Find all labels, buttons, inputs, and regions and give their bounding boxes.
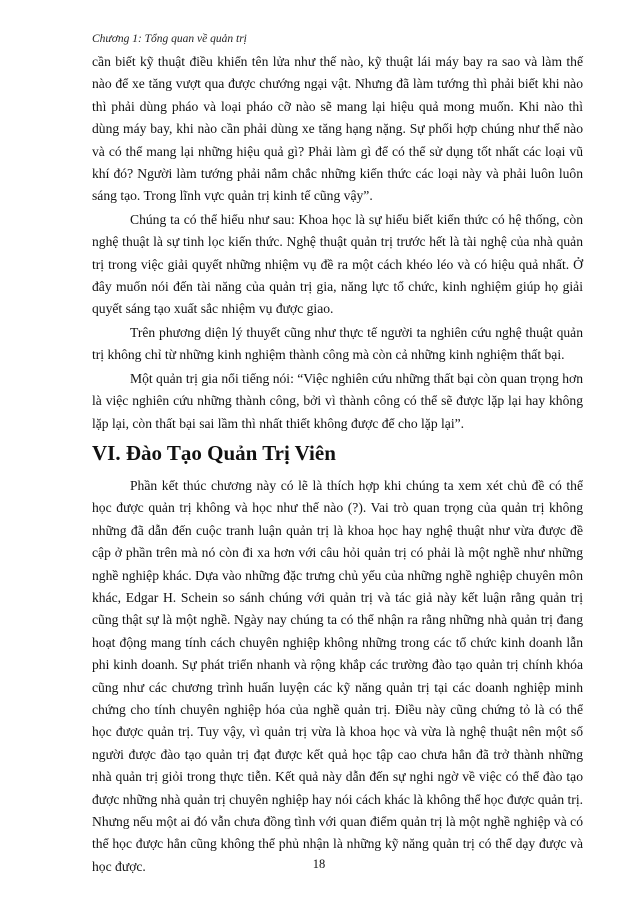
running-header: Chương 1: Tổng quan về quản trị bbox=[92, 33, 247, 45]
paragraph: Trên phương diện lý thuyết cũng như thực tế người ta nghiên cứu nghệ thuật quản trị không chỉ từ những kinh nghiệm thành công mà còn cả những kinh nghiệm thất bại. bbox=[92, 324, 583, 363]
page-number: 18 bbox=[312, 857, 326, 871]
section-paragraph: Phần kết thúc chương này có lẽ là thích hợp khi chúng ta xem xét chủ đề có thể học được quản trị không và học như thế nào (?). Vai trò quan trọng của quản trị không những đã dẫn đến cuộc tranh luận quản trị là khoa học hay nghệ thuật như vừa được đề cập ở phần trên mà nó còn đi xa hơn với câu hỏi quản trị có phải là một nghề như những nghề nghiệp khác. Dựa vào những đặc trưng chủ yếu của những nghề nghiệp chuyên môn khác, Edgar H. Schein so sánh chúng với quản trị và tác giả này kết luận rằng quản trị cũng thật sự là một nghề. Ngày nay chúng ta có thể nhận ra rằng những nhà quản trị đang hoạt động mang tính cách chuyên nghiệp không những trong các tổ chức kinh doanh lẫn phi kinh doanh. Sự phát triển nhanh và rộng khắp các trường đào tạo quản trị chính khóa cũng như các chương trình huấn luyện các kỹ năng quản trị tại các doanh nghiệp minh chứng cho tính chuyên nghiệp hóa của nghề quản trị. Điều này cũng chứng tỏ là có thể học được quản trị. Tuy vậy, vì quản trị vừa là khoa học và vừa là nghệ thuật nên một số người được đào tạo quản trị đạt được kết quả học tập cao chưa hẳn đã trở thành những nhà quản trị giỏi trong thực tiễn. Kết quả này dẫn đến sự nghi ngờ về việc có thể đào tạo được những nhà quản trị chuyên nghiệp hay nói cách khác là không thể học được quản trị. Nhưng nếu một ai đó vẫn chưa đồng tình với quan điểm quản trị là một nghề nghiệp và có thể học được hẳn cũng không thể phủ nhận là những kỹ năng quản trị có thể dạy được và học được. bbox=[92, 477, 583, 874]
paragraph: Chúng ta có thể hiểu như sau: Khoa học là sự hiểu biết kiến thức có hệ thống, còn nghệ thuật là sự tinh lọc kiến thức. Nghệ thuật quản trị trước hết là tài nghệ của nhà quản trị trong việc giải quyết những nhiệm vụ đề ra một cách khéo léo và có hiệu quả nhất. Ở đây muốn nói đến tài năng của quản trị gia, năng lực tổ chức, kinh nghiệm giúp họ giải quyết sáng tạo xuất sắc nhiệm vụ được giao. bbox=[92, 211, 583, 317]
paragraph: Một quản trị gia nổi tiếng nói: “Việc nghiên cứu những thất bại còn quan trọng hơn là việc nghiên cứu những thành công, bởi vì thành công có thể sẽ được lặp lại hay không lặp lại, còn thất bại sai lầm thì nhất thiết không được để cho lặp lại”. bbox=[92, 370, 583, 431]
paragraph-continuation: cần biết kỹ thuật điều khiển tên lửa như thế nào, kỹ thuật lái máy bay ra sao và làm thế nào để xe tăng vượt qua được chướng ngại vật. Nhưng đã làm tướng thì phải biết khi nào thì phải dùng pháo và loại pháo cỡ nào sẽ mang lại hiệu quả mong muốn. Khi nào thì dùng máy bay, khi nào cần phải dùng xe tăng hạng nặng. Sự phối hợp chúng như thế nào và có thể mang lại những hiệu quả gì? Phải làm gì để có thể sử dụng tốt nhất các loại vũ khí đó? Người làm tướng phải nắm chắc những kiến thức các loại này và phải luôn luôn sáng tạo. Trong lĩnh vực quản trị kinh tế cũng vậy”. bbox=[92, 54, 583, 204]
body-text bbox=[92, 51, 583, 878]
section-heading: VI. Đào Tạo Quản Trị Viên bbox=[92, 440, 336, 465]
